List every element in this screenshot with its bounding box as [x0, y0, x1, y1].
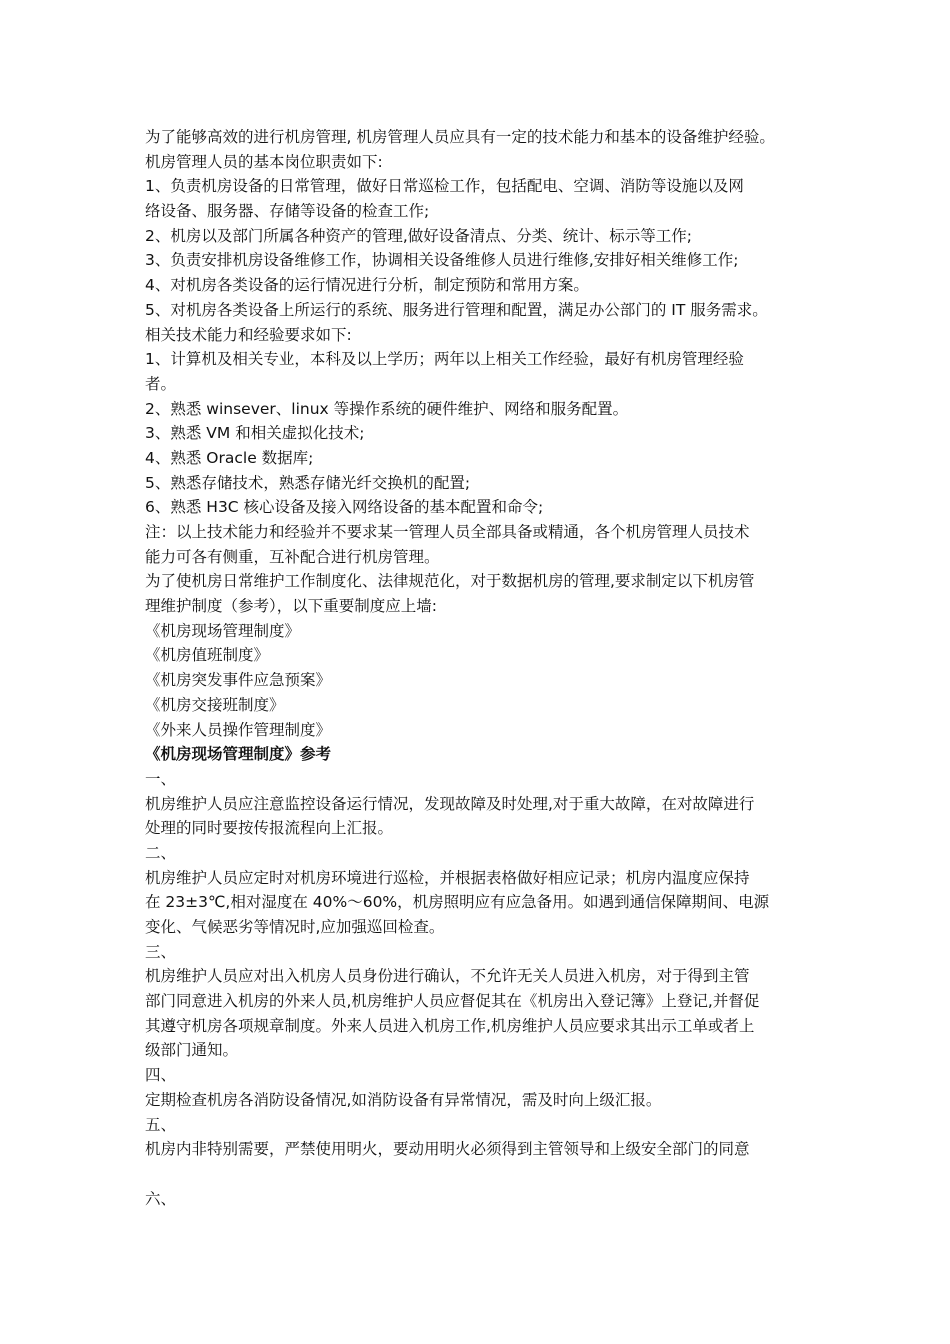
text-line: 二、 — [145, 843, 177, 862]
text-line: 级部门通知。 — [145, 1041, 239, 1060]
text-line: 五、 — [145, 1115, 177, 1134]
text-line: 4、熟悉 Oracle 数据库; — [145, 448, 314, 467]
text-line: 相关技术能力和经验要求如下: — [145, 325, 352, 344]
text-line: 为了使机房日常维护工作制度化、法律规范化，对于数据机房的管理,要求制定以下机房管 — [145, 572, 755, 591]
text-line: 定期检查机房各消防设备情况,如消防设备有异常情况，需及时向上级汇报。 — [145, 1090, 662, 1109]
section-heading: 《机房现场管理制度》参考 — [145, 745, 332, 764]
text-line: 能力可各有侧重，互补配合进行机房管理。 — [145, 547, 440, 566]
text-line: 处理的同时要按传报流程向上汇报。 — [145, 819, 394, 838]
text-line: 四、 — [145, 1066, 177, 1085]
text-line: 为了能够高效的进行机房管理, 机房管理人员应具有一定的技术能力和基本的设备维护经验。 — [145, 128, 775, 146]
text-line: 5、熟悉存储技术，熟悉存储光纤交换机的配置; — [145, 473, 471, 492]
text-line: 部门同意进入机房的外来人员,机房维护人员应督促其在《机房出入登记簿》上登记,并督促 — [145, 992, 760, 1011]
text-line: 三、 — [145, 942, 177, 961]
text-line: 理维护制度（参考），以下重要制度应上墙: — [145, 597, 437, 616]
text-line: 机房维护人员应定时对机房环境进行巡检，并根据表格做好相应记录；机房内温度应保持 — [145, 868, 750, 887]
text-line: 注：以上技术能力和经验并不要求某一管理人员全部具备或精通，各个机房管理人员技术 — [145, 523, 750, 541]
text-line: 《外来人员操作管理制度》 — [145, 720, 332, 739]
text-line: 机房维护人员应注意监控设备运行情况，发现故障及时处理,对于重大故障，在对故障进行 — [145, 794, 755, 813]
document-body — [145, 125, 815, 1211]
text-line: 变化、气候恶劣等情况时,应加强巡回检查。 — [145, 918, 445, 936]
text-line: 1、负责机房设备的日常管理，做好日常巡检工作，包括配电、空调、消防等设施以及网 — [145, 177, 744, 196]
text-line: 《机房交接班制度》 — [145, 695, 285, 714]
text-line: 2、机房以及部门所属各种资产的管理,做好设备清点、分类、统计、标示等工作; — [145, 226, 693, 245]
text-line: 3、负责安排机房设备维修工作，协调相关设备维修人员进行维修,安排好相关维修工作; — [145, 251, 739, 270]
text-line: 在 23±3℃,相对湿度在 40%～60%，机房照明应有应急备用。如遇到通信保障期间、电源 — [145, 893, 770, 912]
text-line: 1、计算机及相关专业，本科及以上学历；两年以上相关工作经验，最好有机房管理经验 — [145, 350, 744, 369]
text-line: 机房管理人员的基本岗位职责如下: — [145, 152, 383, 171]
text-line: 一、 — [145, 769, 177, 788]
text-line: 机房维护人员应对出入机房人员身份进行确认，不允许无关人员进入机房，对于得到主管 — [145, 967, 750, 986]
text-line: 5、对机房各类设备上所运行的系统、服务进行管理和配置，满足办公部门的 IT 服务需求。 — [145, 300, 768, 319]
text-line: 《机房现场管理制度》 — [145, 621, 301, 640]
text-line: 《机房突发事件应急预案》 — [145, 671, 332, 690]
text-line: 络设备、服务器、存储等设备的检查工作; — [145, 202, 430, 221]
text-line: 3、熟悉 VM 和相关虚拟化技术; — [145, 424, 365, 443]
text-line: 者。 — [145, 374, 177, 393]
blank-line — [145, 1162, 815, 1187]
text-line: 《机房值班制度》 — [145, 646, 270, 665]
text-line: 6、熟悉 H3C 核心设备及接入网络设备的基本配置和命令; — [145, 498, 544, 517]
text-line: 4、对机房各类设备的运行情况进行分析，制定预防和常用方案。 — [145, 276, 589, 295]
text-line: 其遵守机房各项规章制度。外来人员进入机房工作,机房维护人员应要求其出示工单或者上 — [145, 1016, 755, 1035]
text-line: 机房内非特别需要，严禁使用明火，要动用明火必须得到主管领导和上级安全部门的同意 — [145, 1140, 750, 1159]
text-line: 六、 — [145, 1189, 177, 1208]
text-line: 2、熟悉 winsever、linux 等操作系统的硬件维护、网络和服务配置。 — [145, 399, 629, 418]
